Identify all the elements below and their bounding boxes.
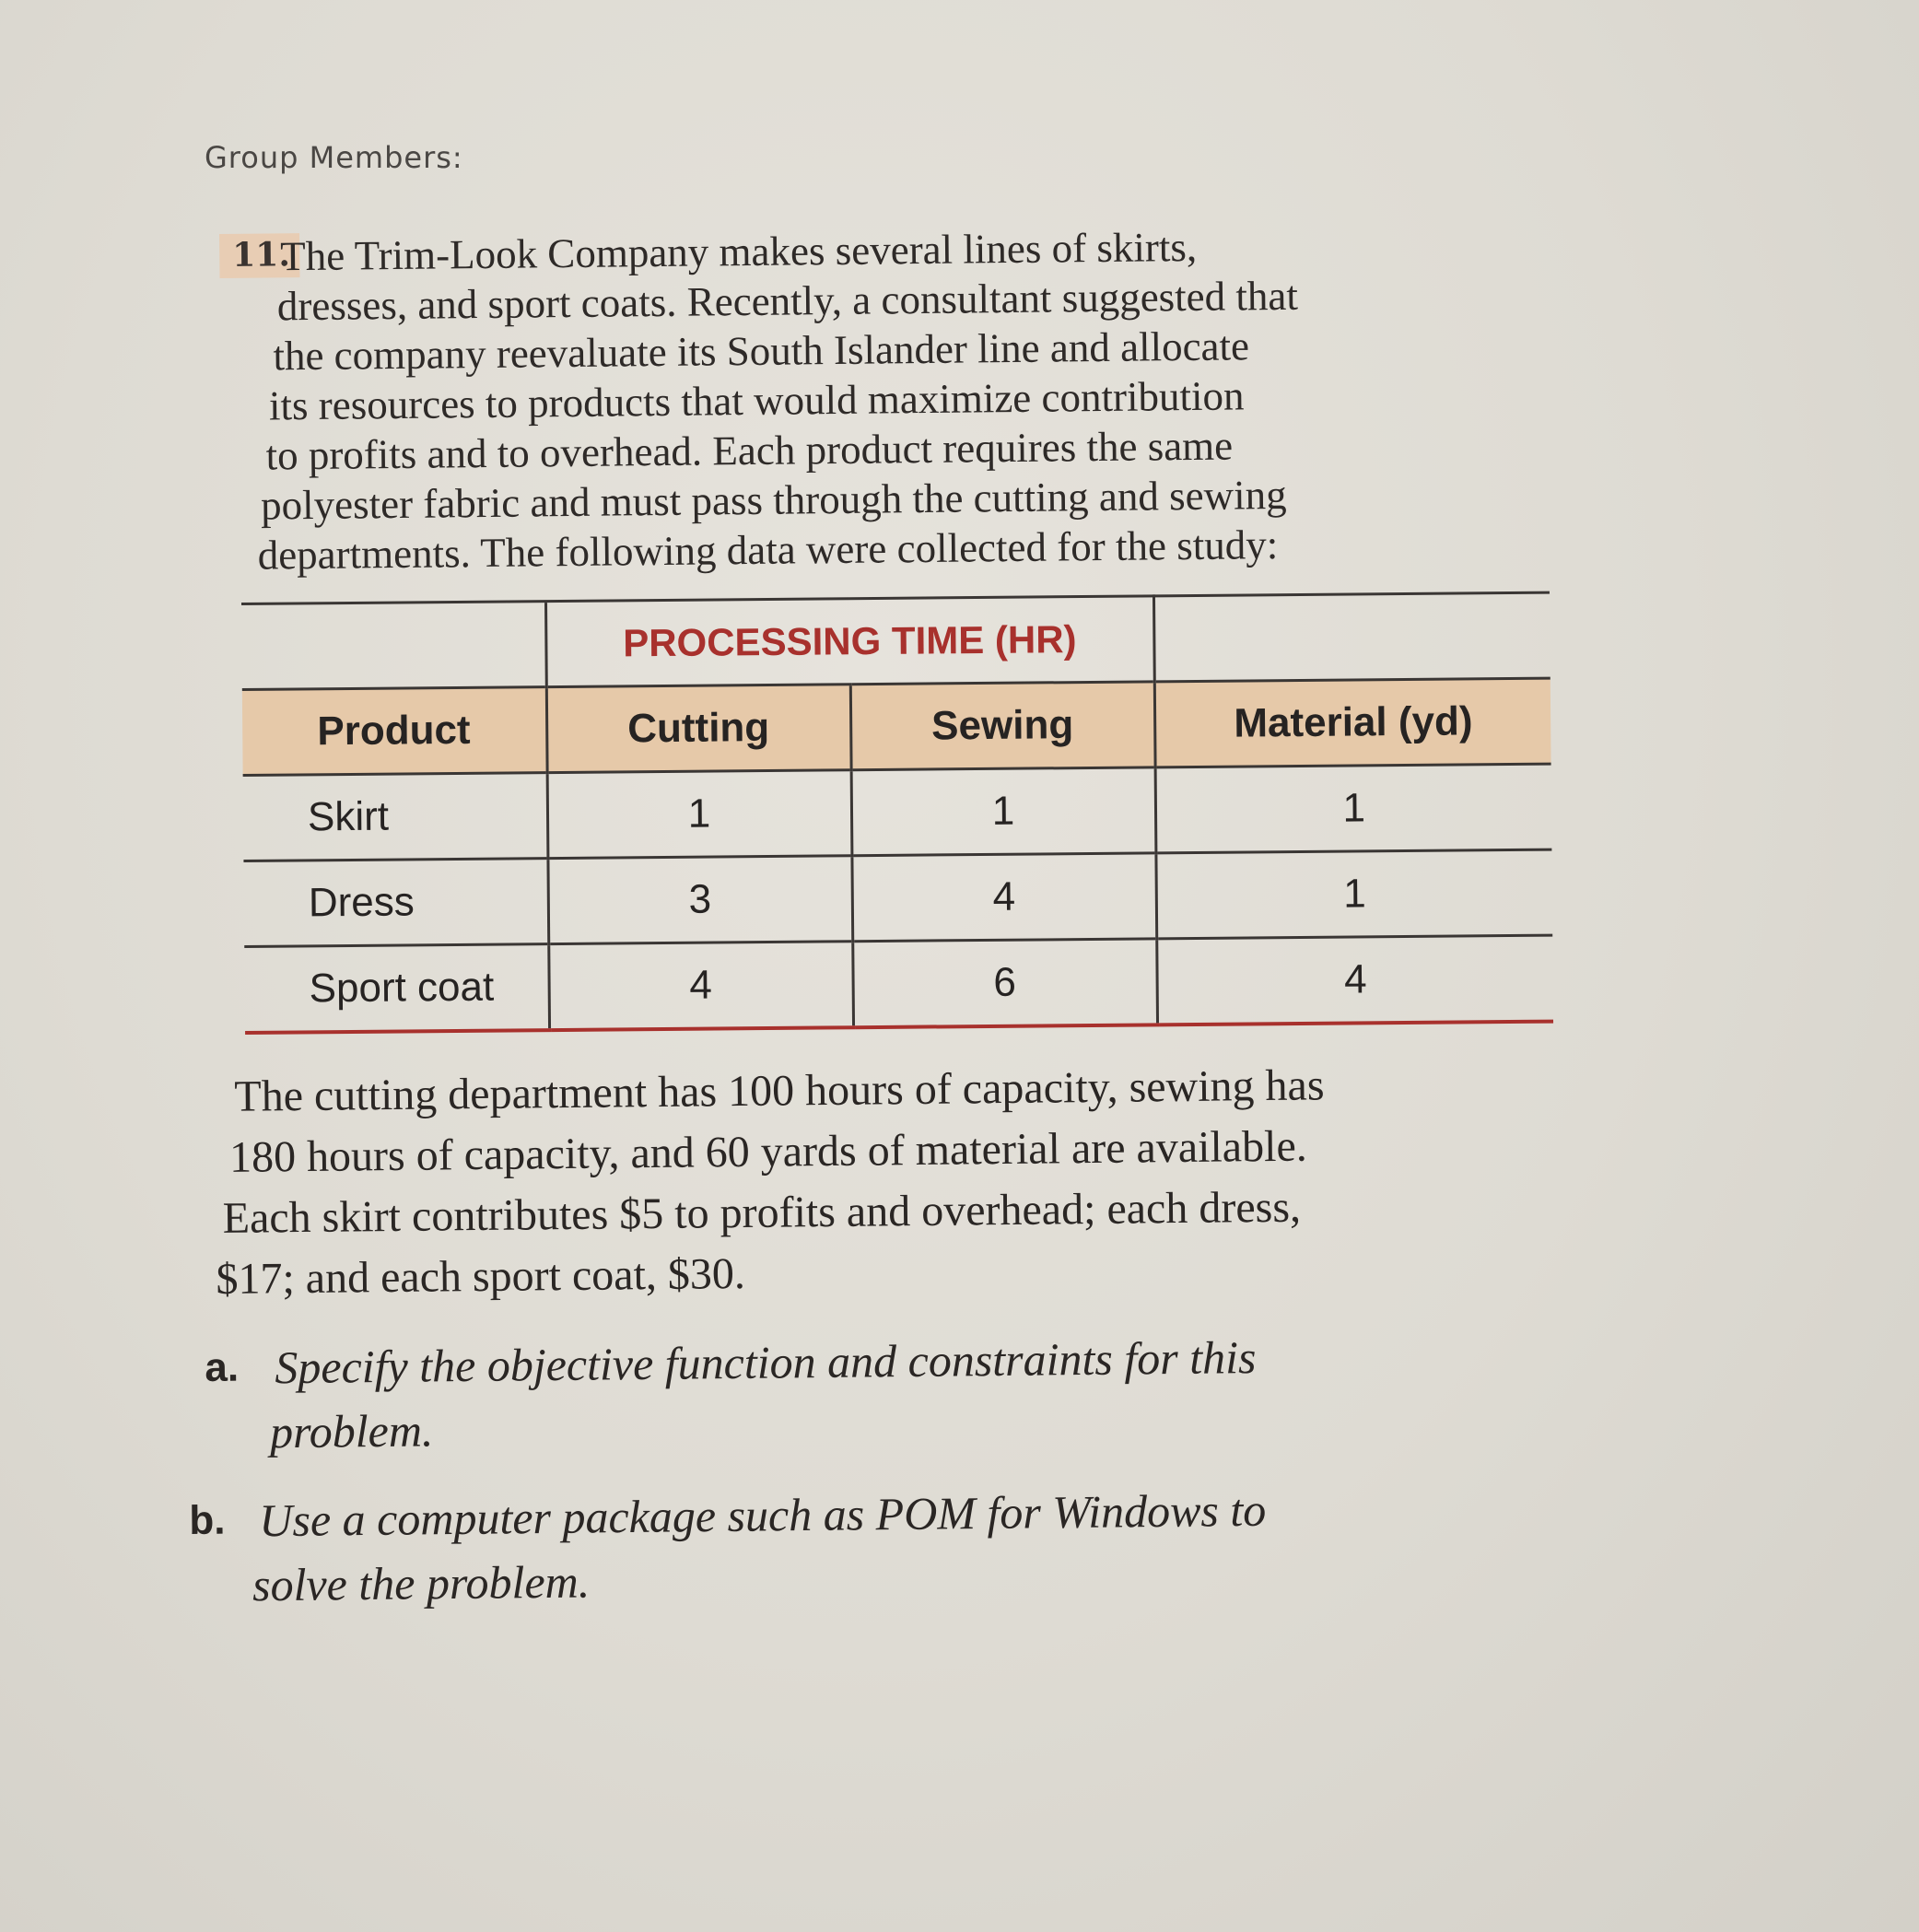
part-b-text [252, 1475, 1550, 1618]
table-empty-cell [241, 602, 546, 690]
processing-table-container [241, 591, 1562, 1035]
group-members-label: Group Members: [205, 140, 463, 175]
table-empty-cell [1153, 592, 1550, 682]
paragraph-line: Each skirt contributes $5 to profits and overhead; each dress, [222, 1182, 1302, 1243]
column-header-material: Material (yd) [1154, 678, 1551, 767]
cell-product: Skirt [243, 773, 548, 861]
part-a-label: a. [205, 1344, 240, 1390]
part-a-line: problem. [269, 1404, 434, 1458]
processing-table [241, 591, 1553, 1035]
problem-number: 11. [219, 233, 299, 278]
table-group-header-row [241, 592, 1550, 689]
problem-line: its resources to products that would maximize contribution [268, 372, 1245, 429]
paragraph-line: $17; and each sport coat, $30. [216, 1248, 746, 1304]
cell-cutting: 4 [548, 942, 853, 1030]
paragraph-line: 180 hours of capacity, and 60 yards of material are available. [228, 1121, 1307, 1182]
column-header-sewing: Sewing [850, 682, 1155, 770]
problem-statement [219, 218, 1546, 579]
table-row [243, 849, 1552, 946]
part-b-label: b. [189, 1497, 226, 1543]
cell-cutting: 3 [547, 856, 852, 944]
problem-line: polyester fabric and must pass through the cutting and sewing [260, 471, 1287, 529]
cell-cutting: 1 [547, 770, 852, 859]
capacity-paragraph [214, 1052, 1598, 1310]
part-a-text [269, 1322, 1565, 1465]
problem-line: dresses, and sport coats. Recently, a consultant suggested that [276, 272, 1299, 330]
part-a-line: Specify the objective function and constraints for this [275, 1331, 1257, 1394]
cell-material: 4 [1156, 935, 1553, 1025]
problem-line: The Trim-Look Company makes several lines of skirts, [280, 223, 1198, 280]
table-header-row [242, 678, 1551, 775]
problem-line: departments. The following data were collected for the study: [257, 521, 1279, 579]
cell-sewing: 1 [851, 767, 1156, 856]
part-b-line: Use a computer package such as POM for Windows to [259, 1483, 1267, 1547]
paragraph-line: The cutting department has 100 hours of capacity, sewing has [234, 1060, 1325, 1121]
cell-material: 1 [1155, 764, 1552, 853]
problem-line: the company reevaluate its South Islander line and allocate [273, 322, 1250, 380]
cell-sewing: 6 [852, 939, 1157, 1027]
cell-material: 1 [1155, 849, 1552, 939]
column-header-product: Product [242, 687, 547, 776]
cell-product: Dress [243, 859, 548, 947]
column-header-cutting: Cutting [546, 685, 851, 773]
part-b-line: solve the problem. [252, 1555, 591, 1611]
problem-line: to profits and to overhead. Each product requires the same [265, 422, 1234, 479]
cell-product: Sport coat [244, 944, 549, 1033]
cell-sewing: 4 [851, 853, 1156, 942]
table-row [243, 764, 1552, 861]
processing-time-header: PROCESSING TIME (HR) [545, 596, 1154, 687]
table-row [244, 935, 1553, 1033]
